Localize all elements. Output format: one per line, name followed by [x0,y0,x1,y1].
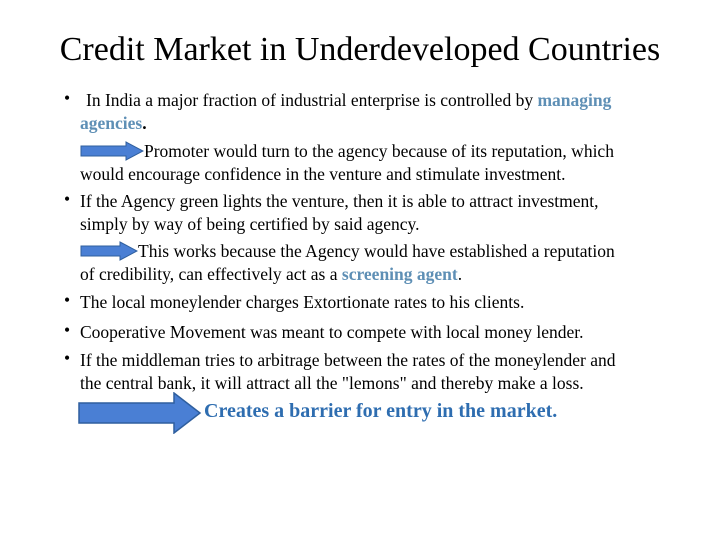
bullet-1-period: . [142,113,147,133]
sub-2-line-1: This works because the Agency would have established a reputation [138,241,615,261]
bullet-1-line-1 [86,88,611,112]
sub-1-line-1: Promoter would turn to the agency because of its reputation, which [144,141,614,161]
slide-title: Credit Market in Underdeveloped Countries [59,31,661,68]
bullet-dot: • [64,348,71,368]
bullet-5-line-1: If the middleman tries to arbitrage between the rates of the moneylender and [80,350,616,370]
highlight-managing: managing [537,90,612,110]
bullet-dot: • [64,88,71,108]
bullet-2-line-2: simply by way of being certified by said agency. [80,214,420,234]
right-arrow-icon [80,241,138,261]
bullet-1-text: In India a major fraction of industrial enterprise is controlled by [86,90,534,110]
bullet-4: Cooperative Movement was meant to compete with local money lender. [80,322,584,342]
right-arrow-icon [80,141,144,161]
bullet-3: The local moneylender charges Extortionate rates to his clients. [80,292,525,312]
bullet-5-line-2: the central bank, it will attract all the "lemons" and thereby make a loss. [80,373,584,393]
bullet-dot: • [64,290,71,310]
bullet-1-line-2 [80,111,147,135]
highlight-screening-agent: screening agent [341,264,458,284]
highlight-agencies: agencies [80,113,143,133]
sub-1-line-2: would encourage confidence in the venture and stimulate investment. [80,164,566,184]
sub-2-line-2 [80,262,462,286]
bullet-dot: • [64,320,71,340]
bullet-2-line-1: If the Agency green lights the venture, then it is able to attract investment, [80,191,599,211]
conclusion-text: Creates a barrier for entry in the market. [204,400,558,422]
bullet-dot: • [64,189,71,209]
sub-2-text: of credibility, can effectively act as a [80,264,338,284]
conclusion-arrow-icon [78,392,202,434]
sub-2-period: . [457,264,463,284]
